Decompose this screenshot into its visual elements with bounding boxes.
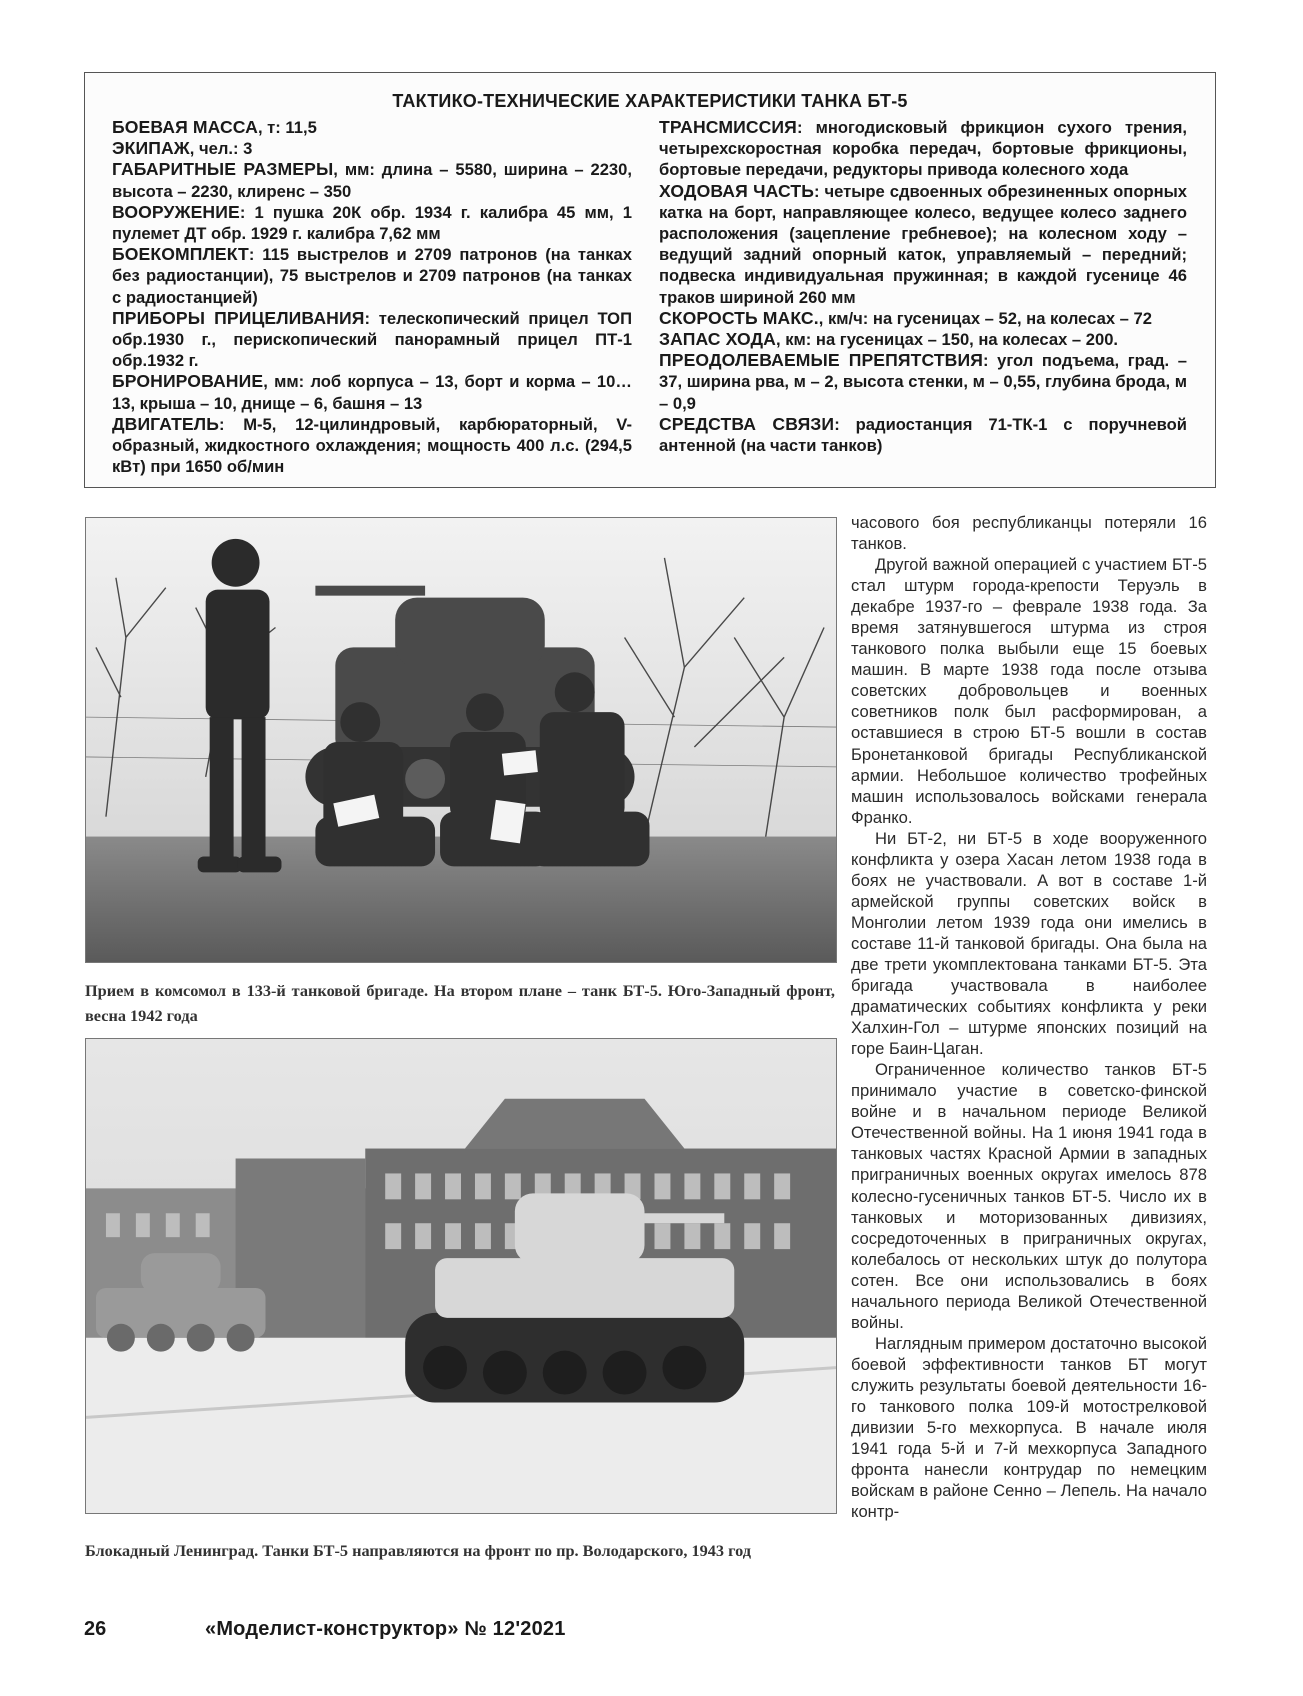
spec-value: : четыре сдвоенных обрезиненных опорных катка на борт, направляющее колесо, ведущее колесо заднего расположения (зацепление гребневое); на колесном ходу – ведущий задний опорный каток, управляемый – передний; подвеска индивидуальная пружинная; в каждой гусенице 46 траков шириной 260 мм bbox=[659, 181, 1188, 307]
spec-item bbox=[659, 181, 1187, 308]
spec-key: СКОРОСТЬ МАКС. bbox=[659, 307, 819, 328]
article-paragraph: часового боя республиканцы потеряли 16 танков. bbox=[851, 513, 1207, 554]
spec-item bbox=[112, 414, 632, 478]
spec-value: : М-5, 12-цилиндровый, карбюраторный, V-образный, жидкостного охлаждения; мощность 400 л.с. (294,5 кВт) при 1650 об/мин bbox=[112, 414, 632, 477]
specs-left-column bbox=[112, 117, 632, 477]
spec-item bbox=[112, 117, 632, 138]
spec-value: , мм: лоб корпуса – 13, борт и корма – 10…13, крыша – 10, днище – 6, башня – 13 bbox=[112, 372, 632, 413]
spec-item bbox=[659, 414, 1187, 456]
spec-key: ДВИГАТЕЛЬ bbox=[112, 413, 219, 434]
spec-key: ЭКИПАЖ bbox=[112, 138, 190, 159]
spec-key: ВООРУЖЕНИЕ bbox=[112, 201, 240, 222]
spec-value: , т: 11,5 bbox=[257, 118, 317, 137]
spec-value: , км/ч: на гусеницах – 52, на колесах – 72 bbox=[818, 308, 1152, 328]
magazine-title: «Моделист-конструктор» № 12'2021 bbox=[205, 1618, 566, 1640]
spec-key: БОЕВАЯ МАССА bbox=[112, 117, 258, 137]
spec-item bbox=[112, 244, 632, 308]
spec-key: СРЕДСТВА СВЯЗИ bbox=[659, 413, 835, 434]
spec-key: БОЕКОМПЛЕКТ bbox=[112, 244, 249, 265]
specs-title: ТАКТИКО-ТЕХНИЧЕСКИЕ ХАРАКТЕРИСТИКИ ТАНКА БТ-5 bbox=[392, 91, 908, 111]
spec-key: ЗАПАС ХОДА bbox=[659, 329, 776, 350]
spec-key: ТРАНСМИССИЯ bbox=[659, 117, 797, 137]
page-number: 26 bbox=[84, 1618, 107, 1640]
photo-tank-crew-image bbox=[86, 518, 836, 962]
article-paragraph: Другой важной операцией с участием БТ-5 стал штурм города-крепости Теруэль в декабре 1937-го – феврале 1938 года. За время затянувшегося штурма из строя танкового полка выбыли еще 15 боевых машин. В марте 1938 года после отзыва советских добровольцев и военных советников полк был расформирован, а оставшиеся в строю БТ-5 вошли в состав Бронетанковой бригады Республиканской армии. Небольшое количество трофейных машин использовалось войсками генерала Франко. bbox=[851, 555, 1207, 827]
article-paragraph: Ограниченное количество танков БТ-5 принимало участие в советско-финской войне и в начальном периоде Великой Отечественной войны. На 1 июня 1941 года в танковых частях Красной Армии в западных приграничных военных округах имелось 878 колесно-гусеничных танков БТ-5. Число их в танковых и моторизованных дивизиях, сосредоточенных в приграничных округах, колебалось от нескольких штук до полутора сотен. Все они использовались в боях начального периода Великой Отечественной войны. bbox=[851, 1060, 1207, 1332]
article-paragraph: Ни БТ-2, ни БТ-5 в ходе вооруженного конфликта у озера Хасан летом 1938 года в боях не участвовали. А вот в составе 1-й армейской группы советских войск в Монголии летом 1939 года они имелись в составе 11-й танковой бригады. Она была на две трети укомплектована танками БТ-5. Эта бригада участвовала в наиболее драматических событиях конфликта у реки Халхин-Гол – штурме японских позиций на горе Баин-Цаган. bbox=[851, 828, 1207, 1059]
spec-key: ПРИБОРЫ ПРИЦЕЛИВАНИЯ bbox=[112, 307, 365, 328]
photo-tank-crew-caption: Прием в комсомол в 133-й танковой бригаде. На втором плане – танк БТ-5. Юго-Западный фронт, весна 1942 года bbox=[85, 981, 835, 1025]
spec-item bbox=[112, 159, 632, 201]
spec-item bbox=[112, 138, 632, 159]
specs-box bbox=[84, 72, 1216, 488]
spec-item bbox=[659, 350, 1187, 414]
spec-key: БРОНИРОВАНИЕ bbox=[112, 371, 264, 392]
photo-tank-crew bbox=[85, 517, 837, 963]
spec-value: : угол подъема, град. – 37, ширина рва, м – 2, высота стенки, м – 0,55, глубина брода, м – 0,9 bbox=[659, 351, 1188, 413]
spec-value: , мм: длина – 5580, ширина – 2230, высота – 2230, клиренс – 350 bbox=[112, 160, 632, 201]
article-text-column bbox=[851, 512, 1207, 1522]
article-paragraph: Наглядным примером достаточно высокой боевой эффективности танков БТ могут служить результаты боевой деятельности 16-го танкового полка 109-й мотострелковой дивизии 5-го мехкорпуса. В начале июля 1941 года 5-й и 7-й мехкорпуса Западного фронта нанесли контрудар по немецким войскам в районе Сенно – Лепель. На начало контр- bbox=[851, 1333, 1207, 1522]
photo-leningrad-street-image bbox=[86, 1039, 836, 1513]
spec-value: , км: на гусеницах – 150, на колесах – 200. bbox=[775, 330, 1119, 350]
spec-key: ПРЕОДОЛЕВАЕМЫЕ ПРЕПЯТСТВИЯ bbox=[659, 350, 983, 371]
spec-item bbox=[112, 308, 632, 372]
spec-item bbox=[112, 371, 632, 413]
spec-item bbox=[659, 308, 1187, 329]
spec-value: : 1 пушка 20К обр. 1934 г. калибра 45 мм, 1 пулемет ДТ обр. 1929 г. калибра 7,62 мм bbox=[112, 202, 632, 244]
photo-leningrad-street bbox=[85, 1038, 837, 1514]
spec-value: : радиостанция 71-ТК-1 с поручневой антенной (на части танков) bbox=[659, 414, 1187, 456]
specs-right-column bbox=[659, 117, 1187, 456]
spec-item bbox=[112, 202, 632, 244]
spec-value: : телескопический прицел ТОП обр.1930 г., перископический панорамный прицел ПТ-1 обр.1932 г. bbox=[112, 308, 633, 371]
spec-value: : 115 выстрелов и 2709 патронов (на танках без радиостанции), 75 выстрелов и 2709 патронов (на танках с радиостанцией) bbox=[112, 245, 632, 307]
spec-item bbox=[659, 117, 1187, 181]
spec-value: , чел.: 3 bbox=[189, 139, 253, 159]
spec-item bbox=[659, 329, 1187, 350]
spec-value: : многодисковый фрикцион сухого трения, четырехскоростная коробка передач, бортовые фрикционы, бортовые передачи, редукторы привода колесного хода bbox=[659, 118, 1187, 180]
photo-leningrad-street-caption: Блокадный Ленинград. Танки БТ-5 направляются на фронт по пр. Володарского, 1943 год bbox=[85, 1541, 752, 1560]
spec-key: ГАБАРИТНЫЕ РАЗМЕРЫ bbox=[112, 159, 334, 180]
spec-key: ХОДОВАЯ ЧАСТЬ bbox=[659, 180, 814, 201]
